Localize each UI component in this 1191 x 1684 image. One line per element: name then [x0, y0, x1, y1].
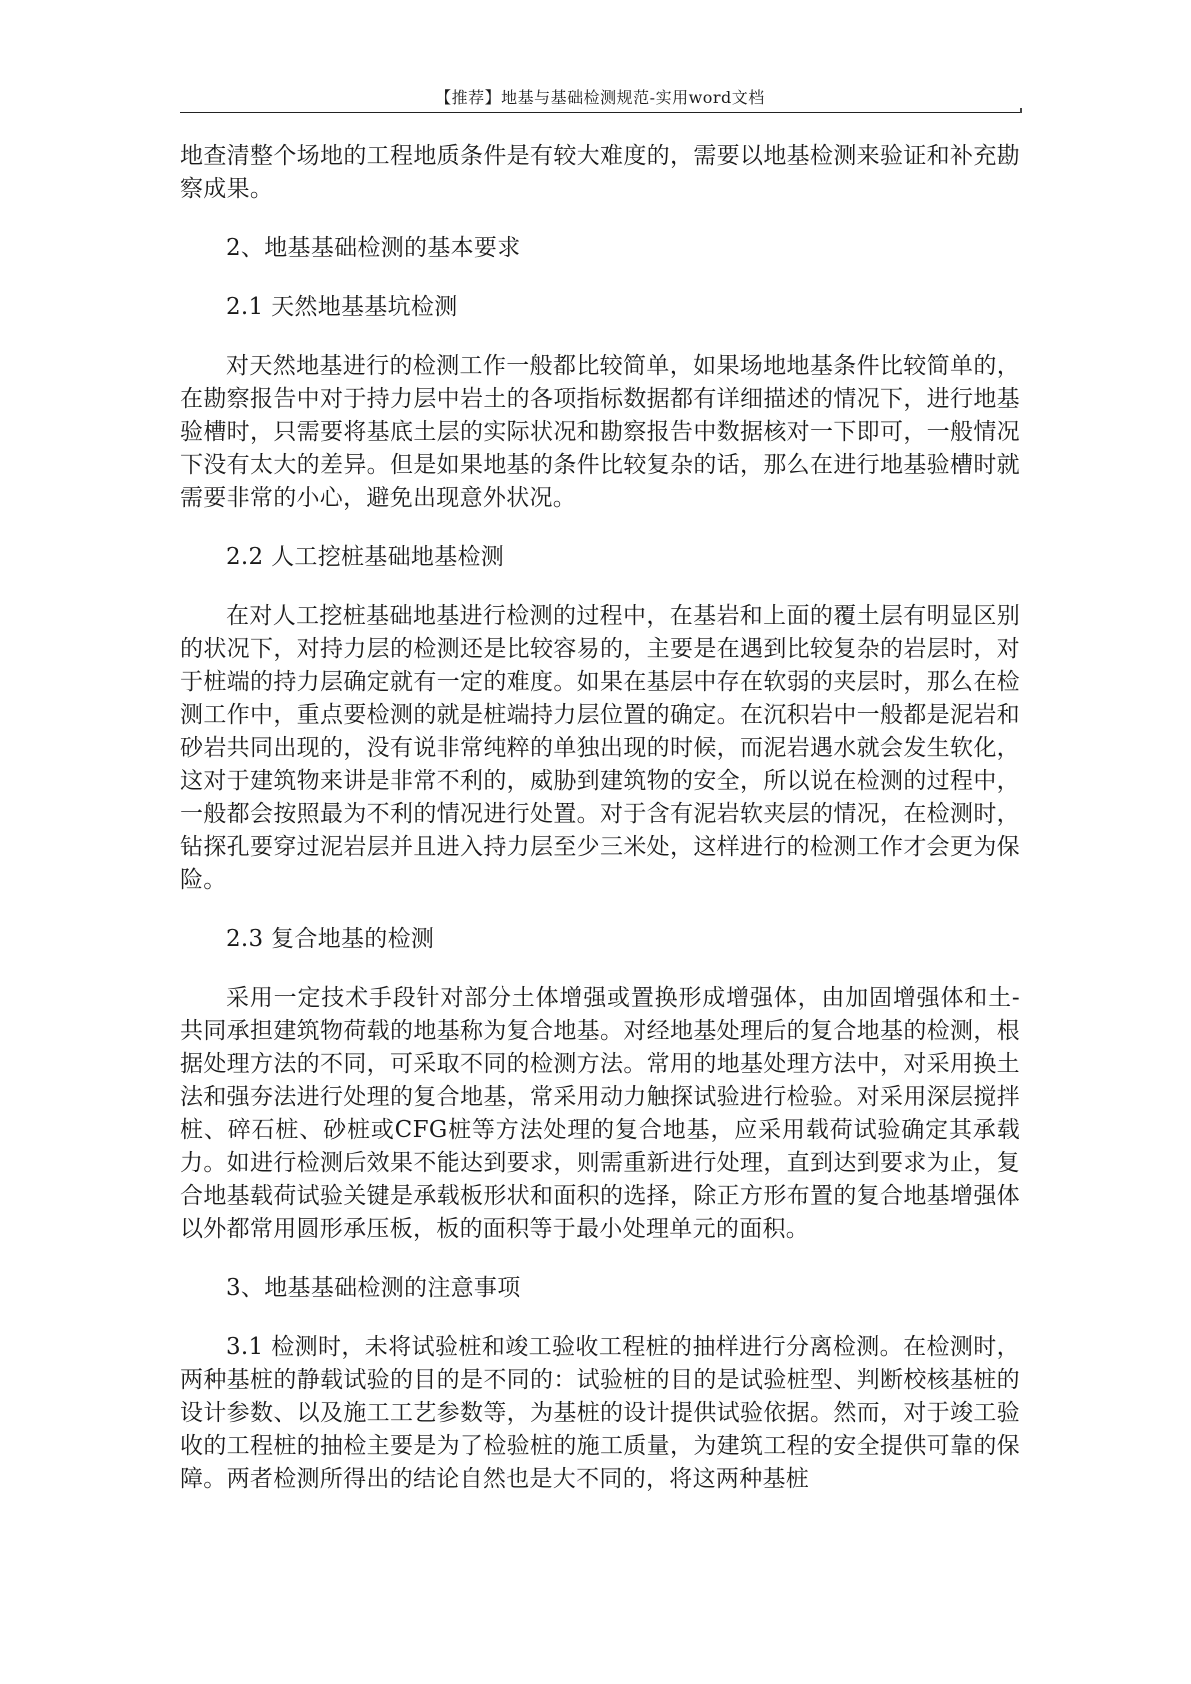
subsection-heading: 2.3 复合地基的检测 — [226, 926, 435, 952]
header-rule-mark — [1020, 108, 1022, 113]
header-rule — [180, 112, 1020, 113]
subsection-heading: 2.1 天然地基基坑检测 — [226, 294, 458, 320]
document-body — [180, 140, 1020, 1496]
section-heading: 2、地基基础检测的基本要求 — [226, 235, 521, 261]
paragraph: 在对人工挖桩基础地基进行检测的过程中，在基岩和上面的覆土层有明显区别的状况下，对持力层的检测还是比较容易的，主要是在遇到比较复杂的岩层时，对于桩端的持力层确定就有一定的难度。如果在基层中存在软弱的夹层时，那么在检测工作中，重点要检测的就是桩端持力层位置的确定。在沉积岩中一般都是泥岩和砂岩共同出现的，没有说非常纯粹的单独出现的时候，而泥岩遇水就会发生软化，这对于建筑物来讲是非常不利的，威胁到建筑物的安全，所以说在检测的过程中，一般都会按照最为不利的情况进行处置。对于含有泥岩软夹层的情况，在检测时，钻探孔要穿过泥岩层并且进入持力层至少三米处，这样进行的检测工作才会更为保险。 — [180, 603, 1020, 893]
section-heading: 3、地基基础检测的注意事项 — [226, 1275, 521, 1301]
paragraph: 3.1 检测时，未将试验桩和竣工验收工程桩的抽样进行分离检测。在检测时，两种基桩的静载试验的目的是不同的：试验桩的目的是试验桩型、判断校核基桩的设计参数、以及施工工艺参数等，为基桩的设计提供试验依据。然而，对于竣工验收的工程桩的抽检主要是为了检验桩的施工质量，为建筑工程的安全提供可靠的保障。两者检测所得出的结论自然也是大不同的，将这两种基桩 — [180, 1334, 1020, 1492]
page-header: 【推荐】地基与基础检测规范-实用word文档 — [435, 88, 765, 107]
paragraph-continued: 地查清整个场地的工程地质条件是有较大难度的，需要以地基检测来验证和补充勘察成果。 — [180, 143, 1020, 202]
paragraph: 采用一定技术手段针对部分土体增强或置换形成增强体，由加固增强体和土-共同承担建筑物荷载的地基称为复合地基。对经地基处理后的复合地基的检测，根据处理方法的不同，可采取不同的检测方法。常用的地基处理方法中，对采用换土法和强夯法进行处理的复合地基，常采用动力触探试验进行检验。对采用深层搅拌桩、碎石桩、砂桩或CFG桩等方法处理的复合地基，应采用载荷试验确定其承载力。如进行检测后效果不能达到要求，则需重新进行处理，直到达到要求为止，复合地基载荷试验关键是承载板形状和面积的选择，除正方形布置的复合地基增强体以外都常用圆形承压板，板的面积等于最小处理单元的面积。 — [180, 985, 1020, 1242]
subsection-heading: 2.2 人工挖桩基础地基检测 — [226, 544, 505, 570]
paragraph: 对天然地基进行的检测工作一般都比较简单，如果场地地基条件比较简单的，在勘察报告中对于持力层中岩土的各项指标数据都有详细描述的情况下，进行地基验槽时，只需要将基底土层的实际状况和勘察报告中数据核对一下即可，一般情况下没有太大的差异。但是如果地基的条件比较复杂的话，那么在进行地基验槽时就需要非常的小心，避免出现意外状况。 — [180, 353, 1020, 511]
